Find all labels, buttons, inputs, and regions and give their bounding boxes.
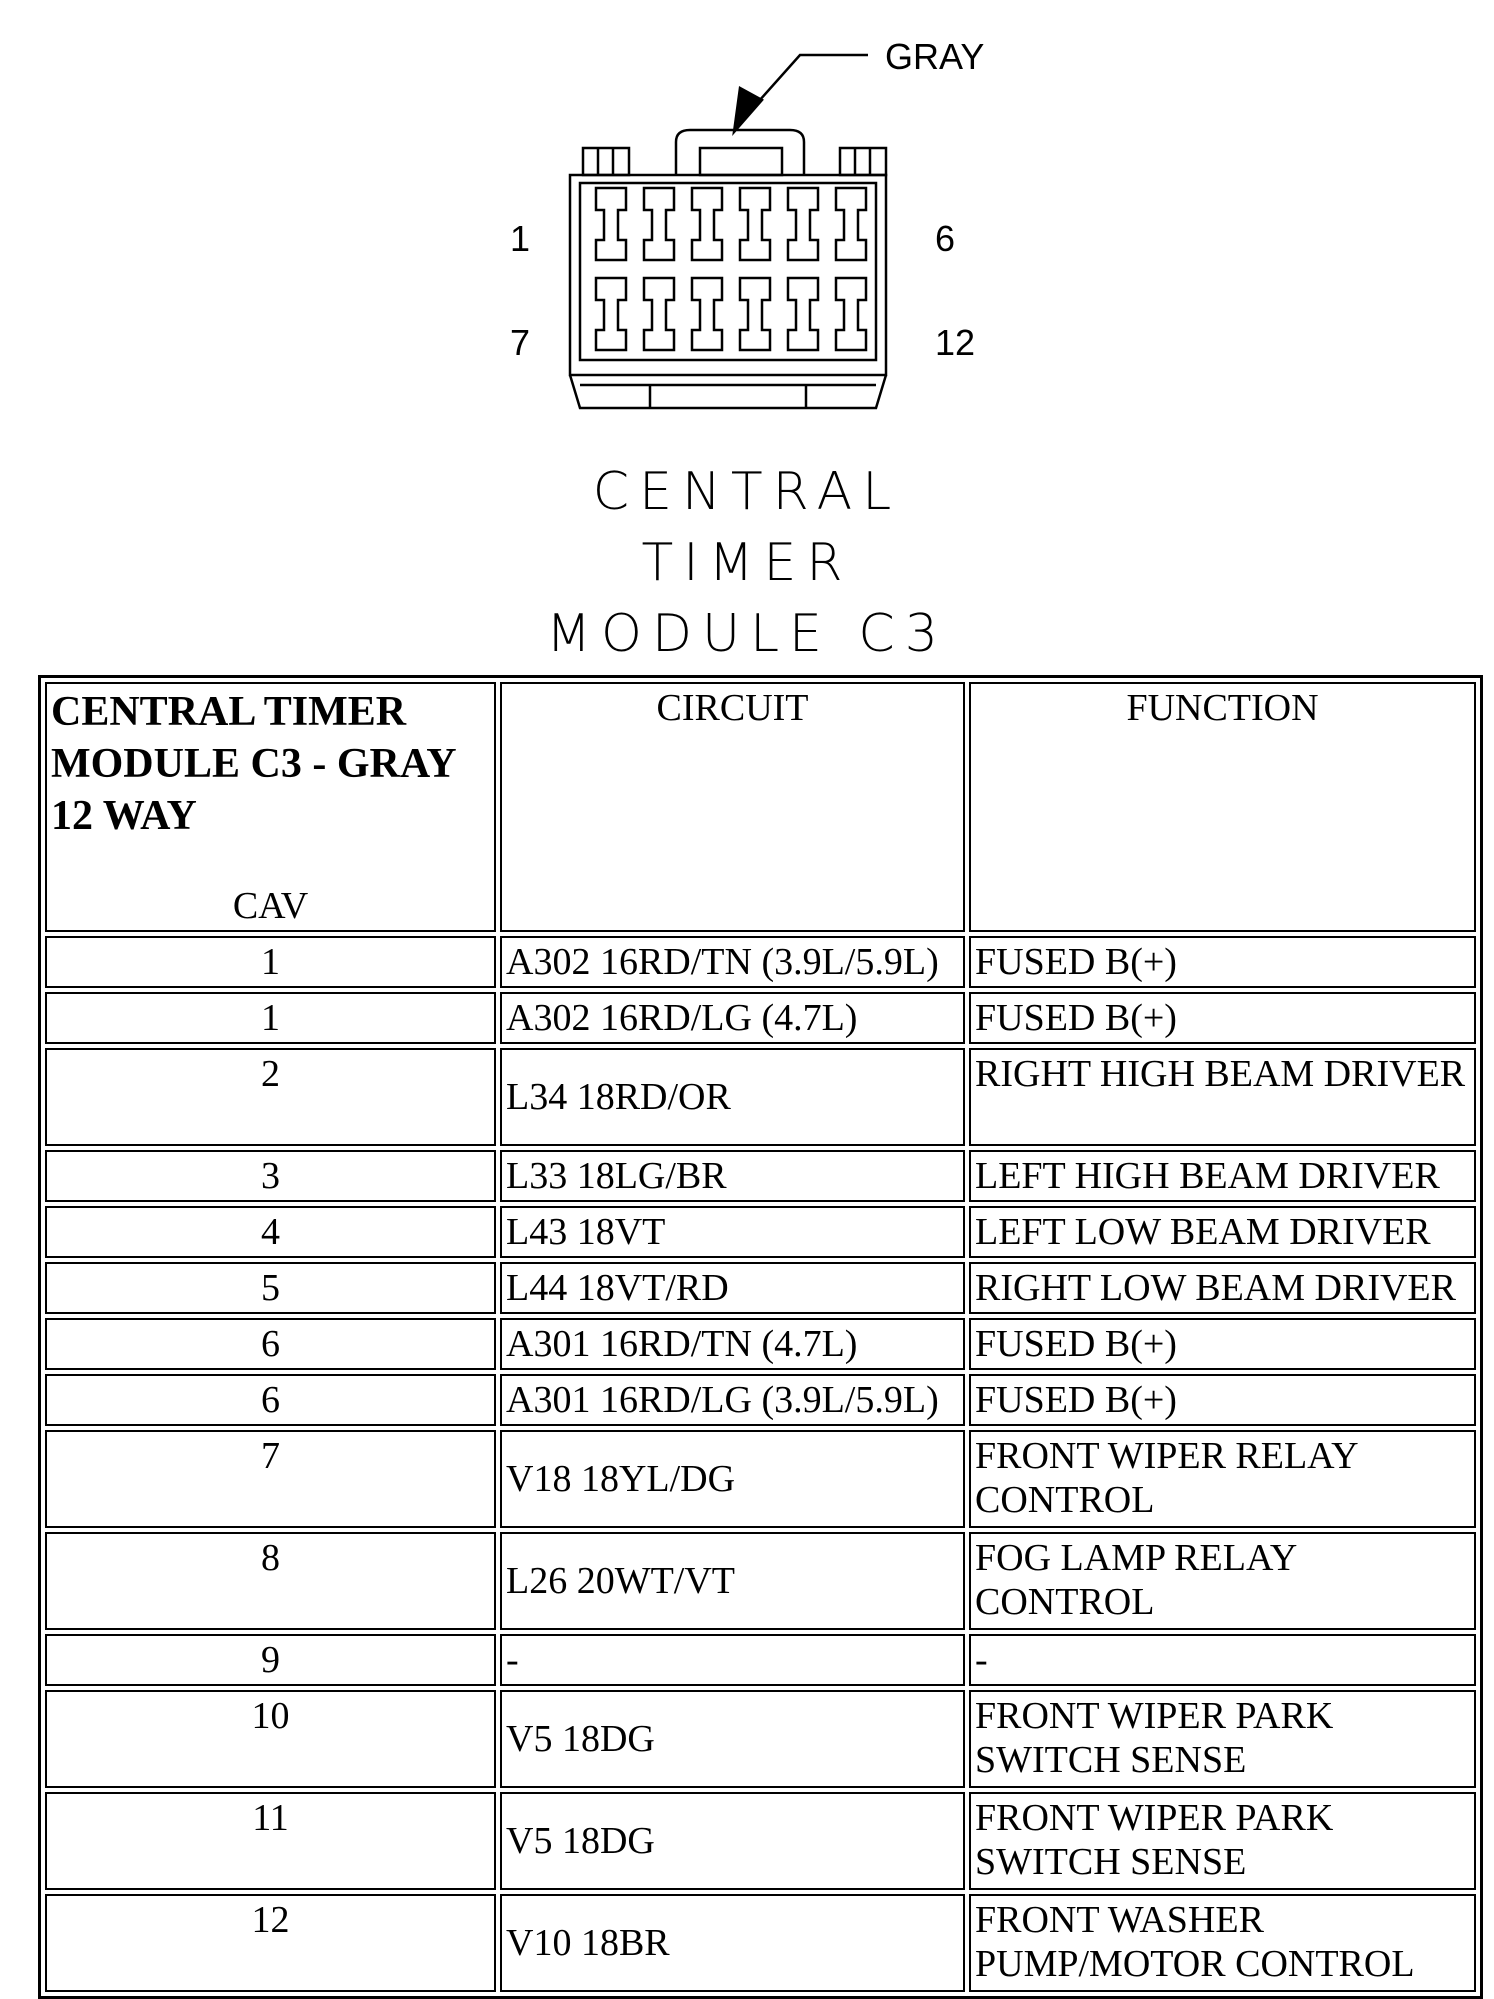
circuit-cell: V5 18DG [500,1690,965,1788]
cav-cell: 3 [45,1150,496,1202]
table-header-row [45,682,1476,932]
cav-cell: 1 [45,992,496,1044]
cav-cell: 4 [45,1206,496,1258]
pin-cavity [836,188,866,260]
header-circuit: CIRCUIT [500,682,965,932]
table-row [45,1374,1476,1426]
gray-leader-line [735,55,868,128]
diagram-title-line-3: MODULE C3 [546,604,948,664]
cav-cell: 6 [45,1374,496,1426]
pin-cavity [740,188,770,260]
cav-cell: 2 [45,1048,496,1146]
pin-cavity [788,278,818,350]
function-cell: FRONT WIPER RELAY CONTROL [969,1430,1476,1528]
function-cell: FOG LAMP RELAY CONTROL [969,1532,1476,1630]
table-row [45,1206,1476,1258]
pin-cavity [596,278,626,350]
table-row [45,1262,1476,1314]
table-row [45,1430,1476,1528]
circuit-cell: A301 16RD/LG (3.9L/5.9L) [500,1374,965,1426]
header-connector-name: CENTRAL TIMER MODULE C3 - GRAY 12 WAY [51,689,456,839]
circuit-cell: L33 18LG/BR [500,1150,965,1202]
table-row [45,992,1476,1044]
function-cell: FRONT WASHER PUMP/MOTOR CONTROL [969,1894,1476,1992]
function-cell: FUSED B(+) [969,936,1476,988]
function-cell: LEFT LOW BEAM DRIVER [969,1206,1476,1258]
connector-latch [676,130,804,175]
pin-cavity [692,278,722,350]
pin-cavity [644,188,674,260]
pin-label-6: 6 [935,218,956,259]
connector-color-label: GRAY [885,36,985,77]
diagram-title-line-2: TIMER [641,533,853,593]
cav-cell: 5 [45,1262,496,1314]
function-cell: RIGHT LOW BEAM DRIVER [969,1262,1476,1314]
gray-arrowhead [734,88,762,132]
circuit-cell: L43 18VT [500,1206,965,1258]
table-row [45,1048,1476,1146]
table-row [45,1318,1476,1370]
table-row [45,1690,1476,1788]
cav-cell: 10 [45,1690,496,1788]
circuit-cell: L44 18VT/RD [500,1262,965,1314]
pin-cavity [836,278,866,350]
circuit-cell: A301 16RD/TN (4.7L) [500,1318,965,1370]
cav-cell: 1 [45,936,496,988]
table-row [45,1634,1476,1686]
table-row [45,1532,1476,1630]
table-row [45,1792,1476,1890]
function-cell: FUSED B(+) [969,992,1476,1044]
cav-cell: 11 [45,1792,496,1890]
cav-cell: 8 [45,1532,496,1630]
circuit-cell: A302 16RD/TN (3.9L/5.9L) [500,936,965,988]
circuit-cell: L34 18RD/OR [500,1048,965,1146]
header-cav: CAV [232,885,309,927]
pin-cavity [740,278,770,350]
diagram-title-line-1: CENTRAL [592,462,902,522]
connector-base [570,375,886,408]
cav-cell: 6 [45,1318,496,1370]
pin-cavity [788,188,818,260]
pin-cavity [692,188,722,260]
cav-cell: 7 [45,1430,496,1528]
circuit-cell: - [500,1634,965,1686]
pinout-table [38,675,1483,1999]
pin-label-12: 12 [935,322,976,363]
table-row [45,1894,1476,1992]
connector-rib-left [583,148,629,175]
connector-body [570,175,886,375]
table-row [45,936,1476,988]
pin-cavity [644,278,674,350]
table-row [45,1150,1476,1202]
circuit-cell: V10 18BR [500,1894,965,1992]
cav-cell: 9 [45,1634,496,1686]
function-cell: LEFT HIGH BEAM DRIVER [969,1150,1476,1202]
function-cell: FRONT WIPER PARK SWITCH SENSE [969,1792,1476,1890]
header-connector-cell [45,682,496,932]
function-cell: RIGHT HIGH BEAM DRIVER [969,1048,1476,1146]
circuit-cell: V18 18YL/DG [500,1430,965,1528]
pin-label-1: 1 [510,218,531,259]
function-cell: FUSED B(+) [969,1318,1476,1370]
function-cell: - [969,1634,1476,1686]
function-cell: FUSED B(+) [969,1374,1476,1426]
circuit-cell: L26 20WT/VT [500,1532,965,1630]
pin-label-7: 7 [510,322,531,363]
circuit-cell: V5 18DG [500,1792,965,1890]
header-function: FUNCTION [969,682,1476,932]
function-cell: FRONT WIPER PARK SWITCH SENSE [969,1690,1476,1788]
connector-rib-right [840,148,886,175]
pin-cavity [596,188,626,260]
cav-cell: 12 [45,1894,496,1992]
circuit-cell: A302 16RD/LG (4.7L) [500,992,965,1044]
